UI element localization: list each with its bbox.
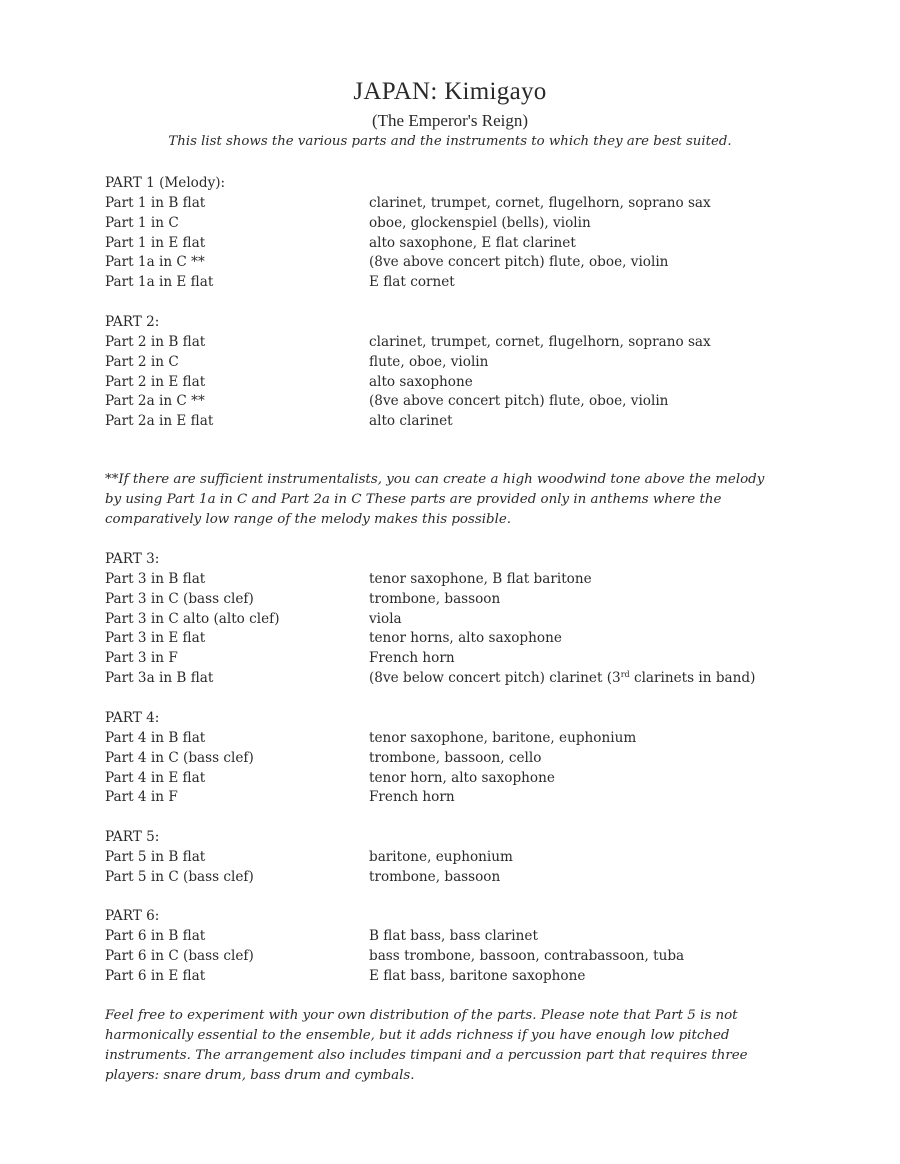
part-row: [105, 570, 805, 590]
part-row: [105, 769, 805, 789]
part-row: [105, 273, 805, 293]
part-name: Part 3 in E flat: [105, 630, 206, 647]
part-row: [105, 629, 805, 649]
note-line: players: snare drum, bass drum and cymbals.: [105, 1068, 415, 1083]
section-part-2: [105, 313, 805, 432]
part-instruments: flute, oboe, violin: [369, 353, 489, 370]
part-instruments: (8ve above concert pitch) flute, oboe, violin: [369, 254, 669, 271]
part-name: Part 1 in E flat: [105, 234, 206, 251]
part-name: Part 5 in B flat: [105, 848, 206, 865]
note-line: Feel free to experiment with your own distribution of the parts. Please note that Part 5 is not: [105, 1008, 738, 1023]
part-instruments: clarinet, trumpet, cornet, flugelhorn, soprano sax: [369, 333, 711, 350]
page-title: JAPAN: Kimigayo: [353, 78, 547, 105]
part-instruments: trombone, bassoon, cello: [369, 749, 542, 766]
part-name: Part 4 in C (bass clef): [105, 749, 254, 766]
part-name: Part 1a in E flat: [105, 274, 214, 291]
part-row: [105, 848, 805, 868]
part-instruments: clarinet, trumpet, cornet, flugelhorn, soprano sax: [369, 194, 711, 211]
part-instruments: (8ve above concert pitch) flute, oboe, violin: [369, 393, 669, 410]
intro-text: This list shows the various parts and the instruments to which they are best suited.: [168, 134, 732, 149]
part-name: Part 1 in C: [105, 214, 179, 231]
section-part-5: [105, 828, 805, 888]
part-name: Part 3 in C (bass clef): [105, 590, 254, 607]
part-instruments: tenor horns, alto saxophone: [369, 630, 562, 647]
part-instruments: French horn: [369, 789, 455, 806]
part-row: [105, 373, 805, 393]
section-part-1: [105, 174, 805, 293]
part-row: [105, 927, 805, 947]
part-instruments: E flat cornet: [369, 274, 455, 291]
section-part-6: [105, 907, 805, 986]
part-row: [105, 412, 805, 432]
part-row: [105, 967, 805, 987]
part-row: [105, 234, 805, 254]
page-subtitle: (The Emperor's Reign): [371, 111, 528, 130]
section-heading: PART 5:: [105, 829, 160, 845]
part-name: Part 2 in B flat: [105, 333, 206, 350]
section-heading: PART 1 (Melody):: [105, 175, 226, 191]
part-row: [105, 649, 805, 669]
part-name: Part 3a in B flat: [105, 670, 214, 687]
part-row: [105, 353, 805, 373]
note-line: by using Part 1a in C and Part 2a in C These parts are provided only in anthems where the: [105, 492, 722, 507]
part-instruments: tenor saxophone, baritone, euphonium: [369, 729, 637, 746]
part-instruments: viola: [369, 610, 402, 627]
part-instruments: oboe, glockenspiel (bells), violin: [369, 214, 591, 231]
part-instruments: French horn: [369, 650, 455, 667]
part-name: Part 3 in B flat: [105, 570, 206, 587]
instruments-text: (8ve below concert pitch) clarinet (3: [369, 670, 621, 687]
part-row: [105, 610, 805, 630]
ordinal-superscript: rd: [620, 670, 630, 680]
part-instruments: baritone, euphonium: [369, 848, 513, 865]
part-instruments: tenor horn, alto saxophone: [369, 769, 555, 786]
section-heading: PART 3:: [105, 551, 160, 567]
section-heading: PART 2:: [105, 314, 160, 330]
part-row: [105, 868, 805, 888]
part-row: [105, 194, 805, 214]
part-name: Part 4 in F: [105, 789, 178, 806]
part-name: Part 1a in C **: [105, 254, 205, 271]
part-instruments: bass trombone, bassoon, contrabassoon, tuba: [369, 947, 685, 964]
part-name: Part 2a in E flat: [105, 413, 214, 430]
part-row: [105, 729, 805, 749]
note-line: **If there are sufficient instrumentalists, you can create a high woodwind tone above the melody: [105, 472, 765, 487]
high-woodwind-note: [105, 470, 805, 530]
part-row: [105, 590, 805, 610]
closing-note: [105, 1006, 805, 1086]
part-row: [105, 788, 805, 808]
part-row: [105, 333, 805, 353]
part-name: Part 2 in C: [105, 353, 179, 370]
part-name: Part 6 in E flat: [105, 967, 206, 984]
section-heading: PART 6:: [105, 908, 160, 924]
instruments-text-after: clarinets in band): [629, 670, 756, 687]
part-row: [105, 392, 805, 412]
section-part-4: [105, 709, 805, 808]
part-row: [105, 214, 805, 234]
part-name: Part 6 in B flat: [105, 927, 206, 944]
part-instruments: alto saxophone, E flat clarinet: [369, 234, 576, 251]
part-name: Part 2 in E flat: [105, 373, 206, 390]
part-instruments: [369, 669, 755, 689]
part-row: [105, 669, 805, 689]
part-name: Part 3 in F: [105, 650, 178, 667]
section-part-3: [105, 550, 805, 689]
part-row: [105, 947, 805, 967]
part-name: Part 1 in B flat: [105, 194, 206, 211]
part-instruments: trombone, bassoon: [369, 590, 501, 607]
part-instruments: alto saxophone: [369, 373, 473, 390]
part-instruments: alto clarinet: [369, 413, 453, 430]
part-name: Part 3 in C alto (alto clef): [105, 610, 280, 627]
part-name: Part 4 in B flat: [105, 729, 206, 746]
part-name: Part 4 in E flat: [105, 769, 206, 786]
part-row: [105, 749, 805, 769]
part-instruments: trombone, bassoon: [369, 868, 501, 885]
part-row: [105, 253, 805, 273]
section-heading: PART 4:: [105, 710, 160, 726]
part-instruments: B flat bass, bass clarinet: [369, 927, 538, 944]
note-line: instruments. The arrangement also includes timpani and a percussion part that requires three: [105, 1048, 748, 1063]
note-line: comparatively low range of the melody makes this possible.: [105, 512, 512, 527]
note-line: harmonically essential to the ensemble, but it adds richness if you have enough low pitched: [105, 1028, 730, 1043]
part-name: Part 2a in C **: [105, 393, 205, 410]
part-instruments: E flat bass, baritone saxophone: [369, 967, 586, 984]
part-instruments: tenor saxophone, B flat baritone: [369, 570, 592, 587]
part-name: Part 5 in C (bass clef): [105, 868, 254, 885]
part-name: Part 6 in C (bass clef): [105, 947, 254, 964]
